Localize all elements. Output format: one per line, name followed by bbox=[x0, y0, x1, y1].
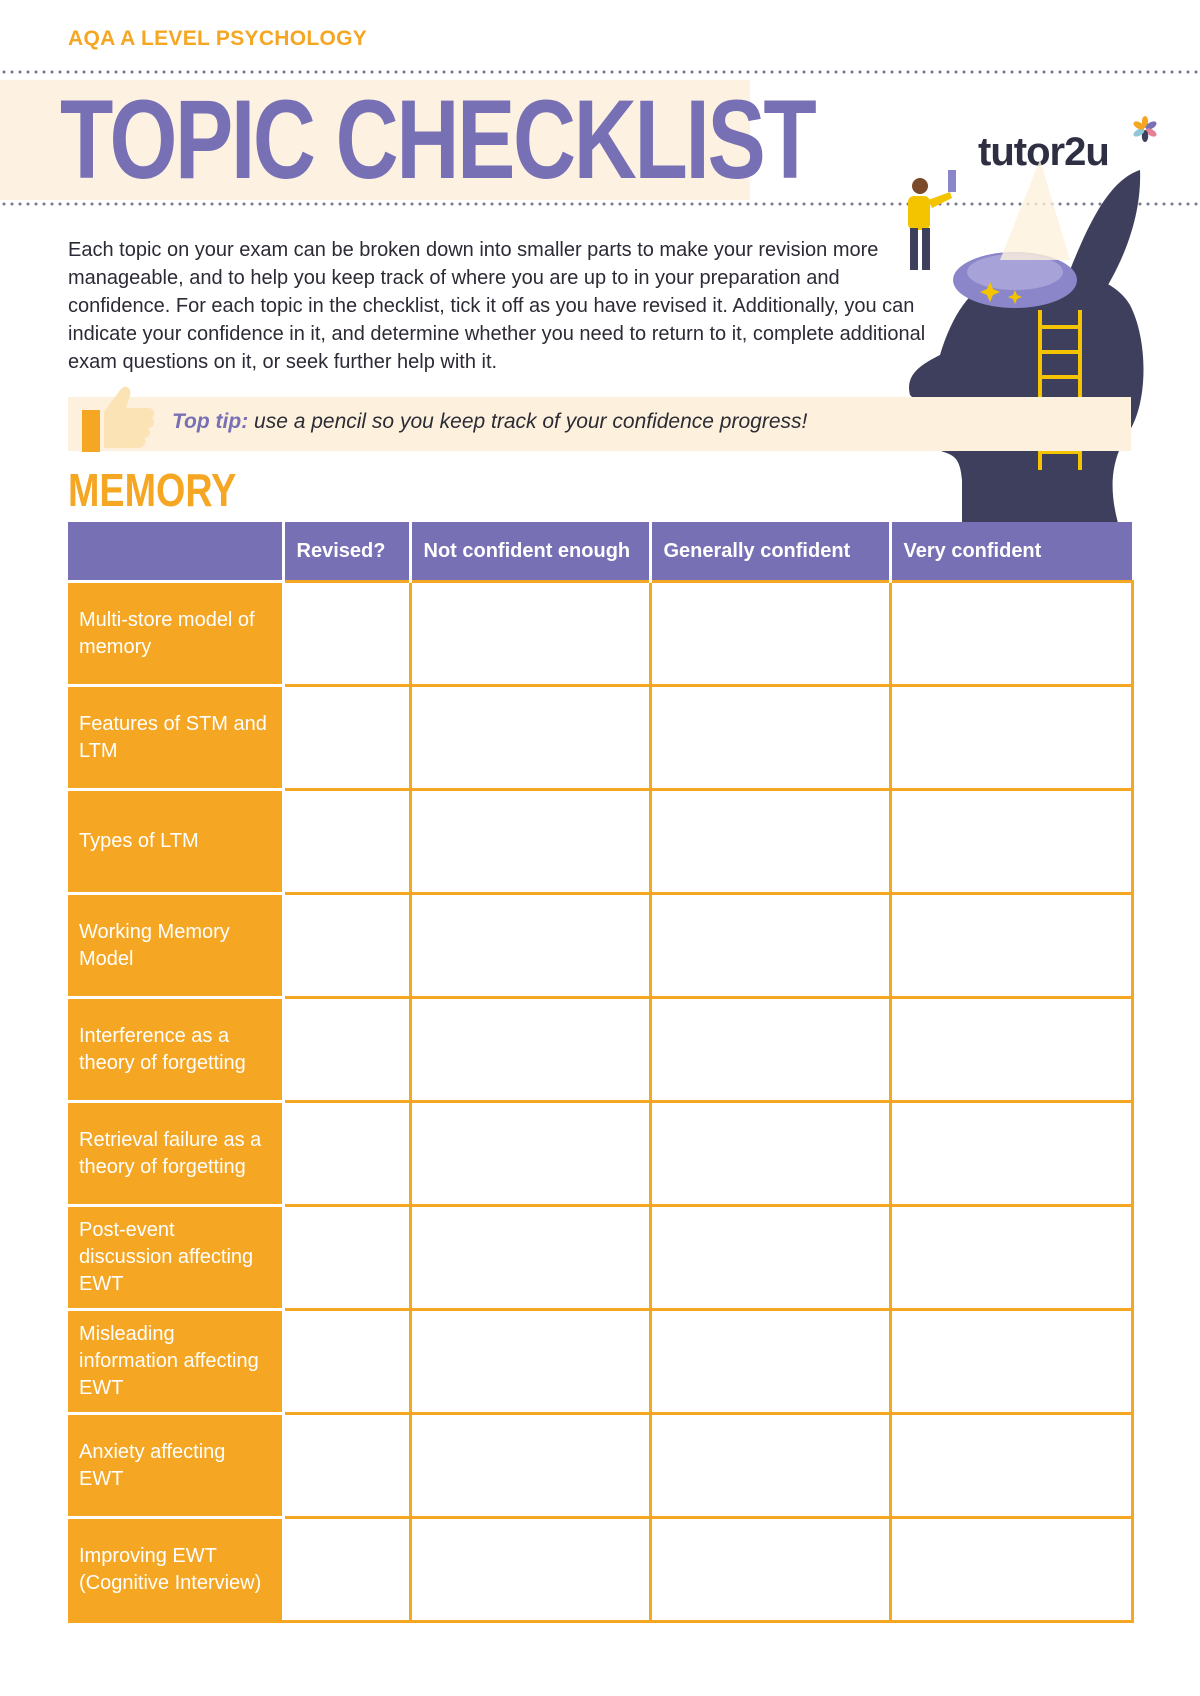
generally-confident-cell[interactable] bbox=[650, 894, 890, 998]
revised-cell[interactable] bbox=[283, 1102, 410, 1206]
generally-confident-cell[interactable] bbox=[650, 1206, 890, 1310]
revised-cell[interactable] bbox=[283, 686, 410, 790]
not-confident-cell[interactable] bbox=[410, 998, 650, 1102]
very-confident-cell[interactable] bbox=[890, 998, 1132, 1102]
not-confident-cell[interactable] bbox=[410, 790, 650, 894]
topic-label: Misleading information affecting EWT bbox=[68, 1310, 283, 1414]
topic-label: Improving EWT (Cognitive Interview) bbox=[68, 1518, 283, 1622]
topic-label: Working Memory Model bbox=[68, 894, 283, 998]
head-ladder-illustration-icon bbox=[880, 110, 1200, 530]
thumbs-up-icon bbox=[78, 378, 158, 456]
topic-label: Features of STM and LTM bbox=[68, 686, 283, 790]
revised-cell[interactable] bbox=[283, 790, 410, 894]
table-row bbox=[68, 1518, 1132, 1622]
generally-confident-cell[interactable] bbox=[650, 686, 890, 790]
page-title: TOPIC CHECKLIST bbox=[60, 77, 815, 202]
very-confident-cell[interactable] bbox=[890, 894, 1132, 998]
column-header-not-confident: Not confident enough bbox=[410, 522, 650, 582]
not-confident-cell[interactable] bbox=[410, 686, 650, 790]
tutor2u-logo: tutor2u bbox=[978, 130, 1109, 175]
column-header-very-confident: Very confident bbox=[890, 522, 1132, 582]
table-row bbox=[68, 582, 1132, 686]
not-confident-cell[interactable] bbox=[410, 1206, 650, 1310]
topic-label: Types of LTM bbox=[68, 790, 283, 894]
generally-confident-cell[interactable] bbox=[650, 998, 890, 1102]
revised-cell[interactable] bbox=[283, 998, 410, 1102]
table-row bbox=[68, 1206, 1132, 1310]
revised-cell[interactable] bbox=[283, 1310, 410, 1414]
table-row bbox=[68, 686, 1132, 790]
topic-label: Interference as a theory of forgetting bbox=[68, 998, 283, 1102]
very-confident-cell[interactable] bbox=[890, 1206, 1132, 1310]
revised-cell[interactable] bbox=[283, 582, 410, 686]
very-confident-cell[interactable] bbox=[890, 1414, 1132, 1518]
table-row bbox=[68, 1102, 1132, 1206]
very-confident-cell[interactable] bbox=[890, 582, 1132, 686]
not-confident-cell[interactable] bbox=[410, 1102, 650, 1206]
table-header-row bbox=[68, 522, 1132, 582]
generally-confident-cell[interactable] bbox=[650, 582, 890, 686]
topic-label: Anxiety affecting EWT bbox=[68, 1414, 283, 1518]
not-confident-cell[interactable] bbox=[410, 582, 650, 686]
generally-confident-cell[interactable] bbox=[650, 1518, 890, 1622]
table-row bbox=[68, 790, 1132, 894]
table-row bbox=[68, 1310, 1132, 1414]
dotted-divider-top bbox=[0, 70, 1200, 74]
generally-confident-cell[interactable] bbox=[650, 1102, 890, 1206]
table-row bbox=[68, 894, 1132, 998]
intro-paragraph: Each topic on your exam can be broken down into smaller parts to make your revision more manageable, and to help you keep track of where you are up to in your preparation and confidence. For each topic in the checklist, tick it off as you have revised it. Additionally, you can indicate your confidence in it, and determine whether you need to return to it, complete additional exam questions on it, or seek further help with it. bbox=[68, 239, 926, 373]
not-confident-cell[interactable] bbox=[410, 1414, 650, 1518]
not-confident-cell[interactable] bbox=[410, 1310, 650, 1414]
very-confident-cell[interactable] bbox=[890, 1518, 1132, 1622]
topic-label: Multi-store model of memory bbox=[68, 582, 283, 686]
tip-label: Top tip: bbox=[172, 410, 249, 433]
column-header-topic bbox=[68, 522, 283, 582]
section-title: MEMORY bbox=[68, 464, 237, 516]
table-row bbox=[68, 998, 1132, 1102]
topic-label: Post-event discussion affecting EWT bbox=[68, 1206, 283, 1310]
very-confident-cell[interactable] bbox=[890, 790, 1132, 894]
not-confident-cell[interactable] bbox=[410, 894, 650, 998]
revised-cell[interactable] bbox=[283, 1518, 410, 1622]
revised-cell[interactable] bbox=[283, 894, 410, 998]
topic-checklist-table bbox=[68, 522, 1134, 1623]
top-tip bbox=[172, 410, 807, 434]
topic-label: Retrieval failure as a theory of forgetting bbox=[68, 1102, 283, 1206]
column-header-revised: Revised? bbox=[283, 522, 410, 582]
column-header-generally-confident: Generally confident bbox=[650, 522, 890, 582]
revised-cell[interactable] bbox=[283, 1414, 410, 1518]
very-confident-cell[interactable] bbox=[890, 1310, 1132, 1414]
generally-confident-cell[interactable] bbox=[650, 790, 890, 894]
generally-confident-cell[interactable] bbox=[650, 1310, 890, 1414]
revised-cell[interactable] bbox=[283, 1206, 410, 1310]
very-confident-cell[interactable] bbox=[890, 686, 1132, 790]
tip-text: use a pencil so you keep track of your confidence progress! bbox=[248, 410, 808, 433]
table-row bbox=[68, 1414, 1132, 1518]
very-confident-cell[interactable] bbox=[890, 1102, 1132, 1206]
generally-confident-cell[interactable] bbox=[650, 1414, 890, 1518]
subject-label: AQA A LEVEL PSYCHOLOGY bbox=[68, 27, 368, 50]
not-confident-cell[interactable] bbox=[410, 1518, 650, 1622]
